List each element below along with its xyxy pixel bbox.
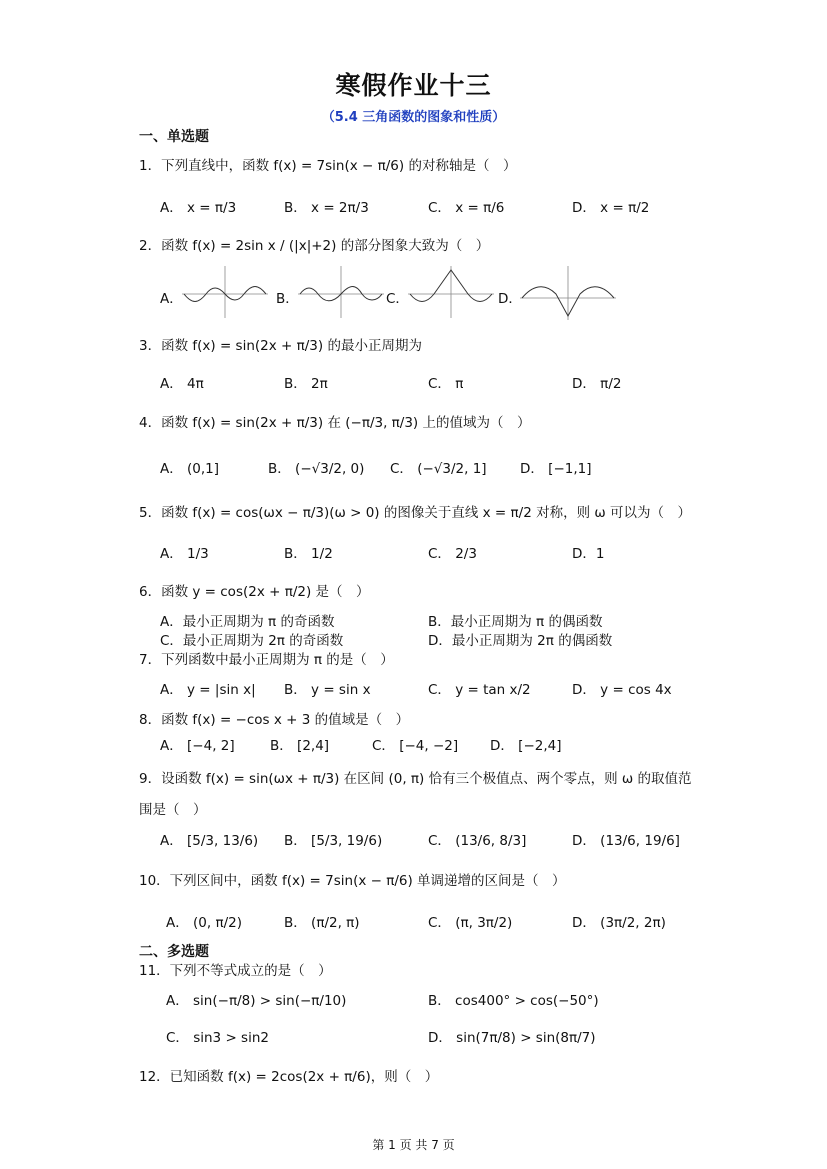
q4-option-a: A． (0,1] [160,461,220,477]
q2-option-d: D． [498,291,522,307]
question-11: 11．下列不等式成立的是（ ） [139,963,332,979]
q6-option-c: C．最小正周期为 2π 的奇函数 [160,633,344,649]
q9-option-c: C． (13/6, 8/3] [428,833,527,849]
section-multi-choice: 二、多选题 [139,944,209,960]
q6-option-d: D．最小正周期为 2π 的偶函数 [428,633,613,649]
question-9-continued: 围是（ ） [139,802,207,818]
q9-option-b: B． [5/3, 19/6) [284,833,383,849]
question-6: 6．函数 y = cos(2x + π/2) 是（ ） [139,584,370,600]
q2-option-a: A． [160,291,183,307]
q5-option-d: D．1 [572,546,605,562]
q1-option-d: D． x = π/2 [572,200,650,216]
q1-option-c: C． x = π/6 [428,200,505,216]
q1-option-b: B． x = 2π/3 [284,200,369,216]
page-footer: 第 1 页 共 7 页 [372,1138,455,1152]
question-7: 7．下列函数中最小正周期为 π 的是（ ） [139,652,394,668]
section-single-choice: 一、单选题 [139,129,209,145]
q1-option-a: A． x = π/3 [160,200,237,216]
q2-graph-b [296,264,386,320]
q4-option-b: B． (−√3/2, 0) [268,461,365,477]
q8-option-c: C． [−4, −2] [372,738,459,754]
page-subtitle: （5.4 三角函数的图象和性质） [321,110,506,125]
q7-option-d: D． y = cos 4x [572,682,672,698]
q8-option-b: B． [2,4] [270,738,330,754]
q11-option-c: C． sin3 > sin2 [166,1030,269,1046]
q11-option-b: B． cos400° > cos(−50°) [428,993,599,1009]
question-8: 8．函数 f(x) = −cos x + 3 的值域是（ ） [139,712,410,728]
q9-option-d: D． (13/6, 19/6] [572,833,680,849]
q2-option-b: B． [276,291,299,307]
question-12: 12．已知函数 f(x) = 2cos(2x + π/6)，则（ ） [139,1069,439,1085]
question-3: 3．函数 f(x) = sin(2x + π/3) 的最小正周期为 [139,338,422,354]
q2-option-c: C． [386,291,409,307]
q2-graph-a [180,264,270,320]
q11-option-a: A． sin(−π/8) > sin(−π/10) [166,993,347,1009]
q2-graph-d [518,264,618,322]
q7-option-a: A． y = |sin x| [160,682,256,698]
question-4: 4．函数 f(x) = sin(2x + π/3) 在 (−π/3, π/3) 上的值域为（ ） [139,415,531,431]
q5-option-c: C． 2/3 [428,546,477,562]
page-title: 寒假作业十三 [335,71,492,100]
q6-option-b: B．最小正周期为 π 的偶函数 [428,614,603,630]
question-9: 9．设函数 f(x) = sin(ωx + π/3) 在区间 (0, π) 恰有三个极值点、两个零点，则 ω 的取值范 [139,771,692,787]
question-1: 1．下列直线中，函数 f(x) = 7sin(x − π/6) 的对称轴是（ ） [139,158,517,174]
q6-option-a: A．最小正周期为 π 的奇函数 [160,614,335,630]
q9-option-a: A． [5/3, 13/6) [160,833,259,849]
q11-option-d: D． sin(7π/8) > sin(8π/7) [428,1030,596,1046]
q4-option-c: C． (−√3/2, 1] [390,461,487,477]
q4-option-d: D． [−1,1] [520,461,592,477]
question-10: 10．下列区间中，函数 f(x) = 7sin(x − π/6) 单调递增的区间是（ ） [139,873,566,889]
q3-option-b: B． 2π [284,376,328,392]
q8-option-a: A． [−4, 2] [160,738,235,754]
q5-option-b: B． 1/2 [284,546,333,562]
q10-option-d: D． (3π/2, 2π) [572,915,666,931]
q8-option-d: D． [−2,4] [490,738,562,754]
q3-option-c: C． π [428,376,464,392]
q7-option-b: B． y = sin x [284,682,371,698]
q10-option-a: A． (0, π/2) [166,915,242,931]
question-5: 5．函数 f(x) = cos(ωx − π/3)(ω > 0) 的图像关于直线 x = π/2 对称，则 ω 可以为（ ） [139,505,691,521]
q2-graph-c [406,264,496,320]
q5-option-a: A． 1/3 [160,546,209,562]
q7-option-c: C． y = tan x/2 [428,682,531,698]
q10-option-b: B． (π/2, π) [284,915,360,931]
q3-option-d: D． π/2 [572,376,622,392]
q10-option-c: C． (π, 3π/2) [428,915,513,931]
q3-option-a: A． 4π [160,376,204,392]
question-2: 2．函数 f(x) = 2sin x / (|x|+2) 的部分图象大致为（ ） [139,238,490,254]
